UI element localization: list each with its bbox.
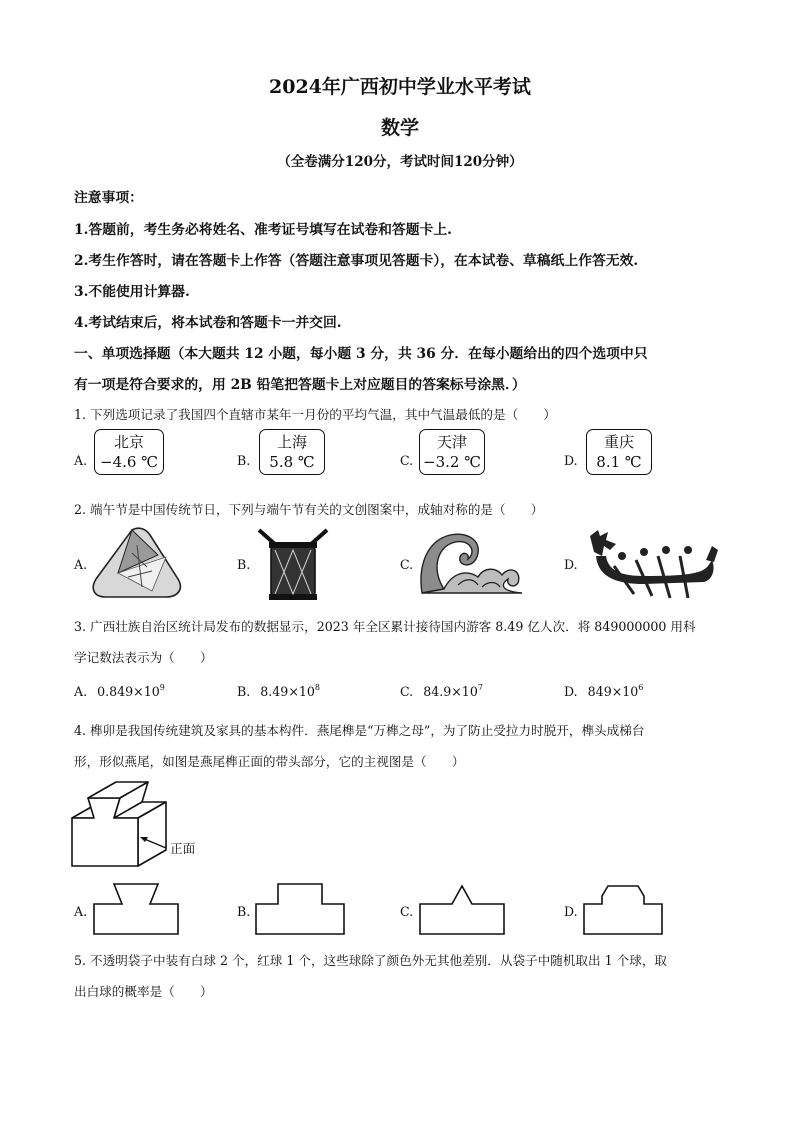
q1-option-c-temp: −3.2 ℃ <box>423 453 481 471</box>
q1-option-d-city: 重庆 <box>603 433 634 451</box>
q4-option-d-shape <box>582 880 664 936</box>
q2-option-c-letter: C. <box>400 557 414 572</box>
q4-option-b-letter: B. <box>237 904 251 919</box>
q3-stem-line1: 3. 广西壮族自治区统计局发布的数据显示，2023 年全区累计接待国内游客 8.49 亿人次．将 849000000 用科 <box>74 619 696 634</box>
q3-option-a-base: 0.849×10 <box>97 684 160 699</box>
q4-option-a-letter: A. <box>74 904 88 919</box>
notes-heading: 注意事项： <box>74 190 143 206</box>
q2-option-a-letter: A. <box>74 557 88 572</box>
q1-option-c-box <box>419 429 485 475</box>
q1-option-a-letter: A. <box>74 453 88 468</box>
q1-stem: 1. 下列选项记录了我国四个直辖市某年一月份的平均气温，其中气温最低的是（ ） <box>74 407 556 422</box>
dragon-boat-icon <box>584 526 722 606</box>
q1-option-d-letter: D. <box>564 453 578 468</box>
q3-option-a <box>74 683 165 699</box>
q3-option-b-base: 8.49×10 <box>260 684 315 699</box>
q3-option-b-exp: 8 <box>314 683 320 692</box>
q3-option-d-exp: 6 <box>638 683 644 692</box>
exam-info: （全卷满分120分，考试时间120分钟） <box>277 154 523 170</box>
q5-stem-line2: 出白球的概率是（ ） <box>74 984 213 999</box>
q1-option-b-temp: 5.8 ℃ <box>269 453 315 471</box>
q5-stem-line1: 5. 不透明袋子中装有白球 2 个，红球 1 个，这些球除了颜色外无其他差别．从袋子中随机取出 1 个球，取 <box>74 953 668 968</box>
q2-option-b-letter: B. <box>237 557 251 572</box>
q4-stem-line1: 4. 榫卯是我国传统建筑及家具的基本构件．燕尾榫是“万榫之母”，为了防止受拉力时脱开，榫头成梯台 <box>74 723 645 738</box>
q1-option-a-box <box>94 429 164 475</box>
drum-icon <box>257 528 329 602</box>
q1-option-a-city: 北京 <box>113 433 144 451</box>
q4-option-d-letter: D. <box>564 904 578 919</box>
q4-option-c-shape <box>418 880 506 936</box>
q3-option-c-letter: C. <box>400 684 414 699</box>
q3-option-d <box>564 683 643 699</box>
note-item-1: 1.答题前，考生务必将姓名、准考证号填写在试卷和答题卡上. <box>74 222 452 238</box>
q1-option-c-city: 天津 <box>436 433 467 451</box>
q1-option-c-letter: C. <box>400 453 414 468</box>
q3-stem-line2: 学记数法表示为（ ） <box>74 650 213 665</box>
note-item-2: 2.考生作答时，请在答题卡上作答（答题注意事项见答题卡），在本试卷、草稿纸上作答无效. <box>74 253 639 269</box>
exam-title: 2024年广西初中学业水平考试 <box>269 76 531 98</box>
zongzi-icon <box>92 527 182 599</box>
q1-option-b-city: 上海 <box>276 433 307 451</box>
q4-front-label: 正面 <box>170 841 196 856</box>
wave-icon <box>418 527 524 599</box>
q2-stem: 2. 端午节是中国传统节日，下列与端午节有关的文创图案中，成轴对称的是（ ） <box>74 502 544 517</box>
q3-option-d-letter: D. <box>564 684 578 699</box>
note-item-4: 4.考试结束后，将本试卷和答题卡一并交回. <box>74 315 342 331</box>
q4-option-c-letter: C. <box>400 904 414 919</box>
q3-option-b-letter: B. <box>237 684 251 699</box>
q3-option-a-letter: A. <box>74 684 88 699</box>
q3-option-a-exp: 9 <box>159 683 165 692</box>
q3-option-c-exp: 7 <box>477 683 483 692</box>
q3-option-b <box>237 683 320 699</box>
q1-option-d-box <box>586 429 652 475</box>
q2-option-d-letter: D. <box>564 557 578 572</box>
q4-option-a-shape <box>92 880 182 936</box>
note-item-3: 3.不能使用计算器. <box>74 284 190 300</box>
subject-title: 数学 <box>380 117 419 139</box>
q4-stem-line2: 形，形似燕尾，如图是燕尾榫正面的带头部分，它的主视图是（ ） <box>74 754 465 769</box>
q1-option-a-temp: −4.6 ℃ <box>100 453 158 471</box>
q3-option-c <box>400 683 483 699</box>
q3-option-d-base: 849×10 <box>587 684 639 699</box>
q4-option-b-shape <box>254 880 346 936</box>
q3-option-c-base: 84.9×10 <box>423 684 478 699</box>
section-instructions-line1: 一、单项选择题（本大题共 12 小题，每小题 3 分，共 36 分．在每小题给出的四个选项中只 <box>74 346 648 362</box>
q1-option-b-letter: B. <box>237 453 251 468</box>
q1-option-b-box <box>259 429 325 475</box>
dovetail-3d-figure <box>70 780 200 872</box>
q1-option-d-temp: 8.1 ℃ <box>596 453 642 471</box>
section-instructions-line2: 有一项是符合要求的，用 2B 铅笔把答题卡上对应题目的答案标号涂黑．） <box>74 377 526 393</box>
